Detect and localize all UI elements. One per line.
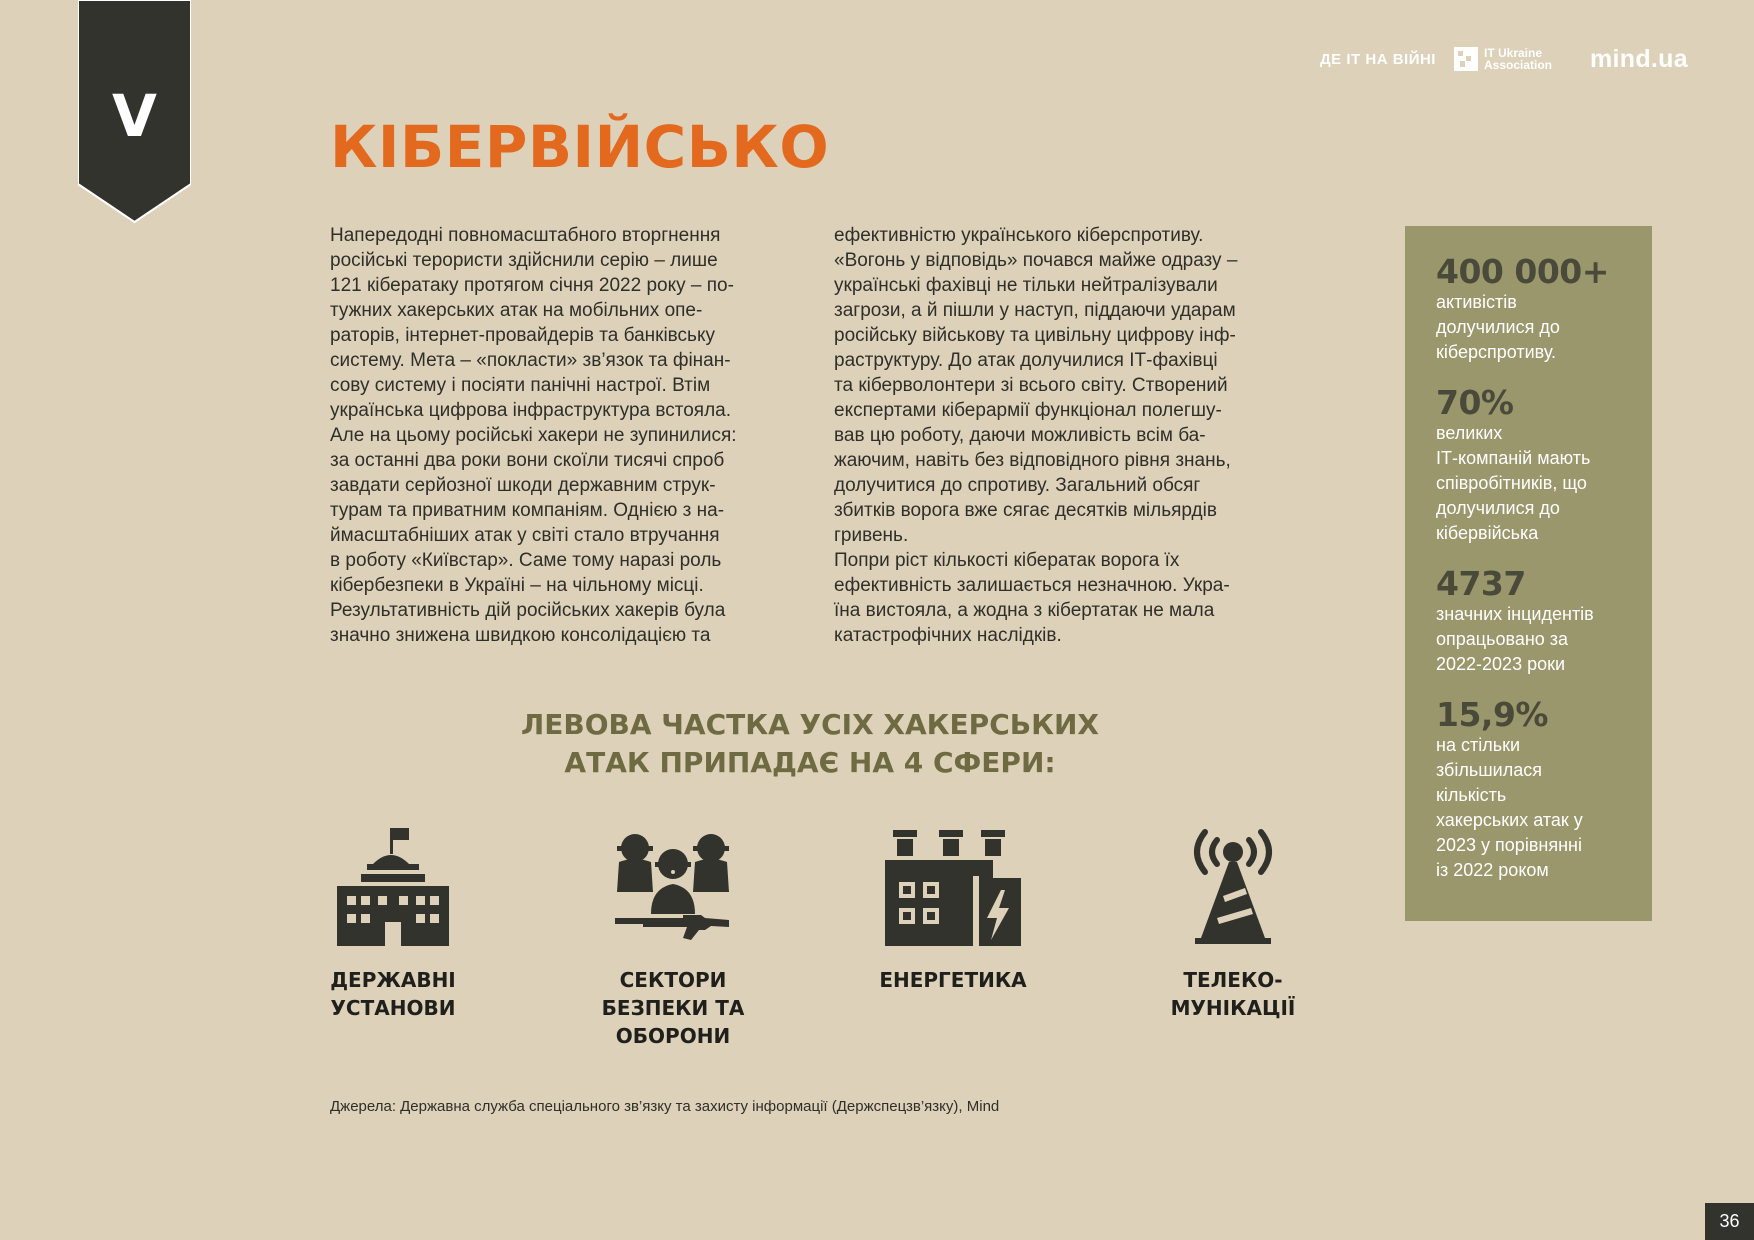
stats-panel: [1405, 226, 1652, 921]
stat-activists: [1436, 254, 1632, 365]
stat-value: 70%: [1436, 383, 1514, 422]
section-link[interactable]: ДЕ ІТ НА ВІЙНІ: [1320, 50, 1436, 68]
sphere-government: [278, 826, 508, 1022]
chapter-letter: V: [112, 82, 157, 150]
stat-description: активістів долучилися до кіберспротиву.: [1436, 292, 1560, 362]
it-ukraine-association-logo[interactable]: [1454, 47, 1572, 71]
association-mark-icon: [1454, 47, 1478, 71]
association-name: IT Ukraine Association: [1483, 46, 1552, 72]
radio-tower-icon: [1173, 826, 1293, 946]
stat-it-companies: [1436, 385, 1632, 546]
sphere-label: СЕКТОРИ БЕЗПЕКИ ТА ОБОРОНИ: [601, 968, 745, 1048]
sphere-defence: [558, 826, 788, 1050]
soldiers-icon: [613, 826, 733, 946]
sphere-label: ТЕЛЕКО- МУНІКАЦІЇ: [1170, 968, 1296, 1020]
stat-value: 400 000+: [1436, 252, 1609, 291]
sphere-label: ДЕРЖАВНІ УСТАНОВИ: [330, 968, 456, 1020]
stat-value: 15,9%: [1436, 695, 1548, 734]
mind-logo[interactable]: mind.ua: [1589, 44, 1688, 73]
stat-value: 4737: [1436, 564, 1526, 603]
sphere-energy: [838, 826, 1068, 994]
power-plant-icon: [883, 826, 1023, 946]
stat-attack-growth: [1436, 697, 1632, 883]
spheres-heading: ЛЕВОВА ЧАСТКА УСІХ ХАКЕРСЬКИХ АТАК ПРИПАДАЄ НА 4 СФЕРИ:: [520, 708, 1100, 779]
sphere-label: ЕНЕРГЕТИКА: [879, 968, 1027, 992]
page-title: КІБЕРВІЙСЬКО: [330, 113, 830, 181]
sphere-telecom: [1118, 826, 1348, 1022]
stat-description: значних інцидентів опрацьовано за 2022-2023 роки: [1436, 604, 1594, 674]
sources-note: Джерела: Державна служба спеціального зв’язку та захисту інформації (Держспецзв’язку), Mind: [330, 1098, 1000, 1115]
stat-incidents: [1436, 566, 1632, 677]
body-column-right: ефективністю українського кіберспротиву. «Вогонь у відповідь» почався майже одразу – українські фахівці не тільки нейтралізували загрози, а й пішли у наступ, піддаючи ударам російську військову та цивільну цифрову інф- раструктуру. До атак долучилися ІТ-фахівці та кіберволонтери зі всього світу. Створений експертами кіберармії функціонал полегшу- вав цю роботу, даючи можливість всім ба- жаючим, навіть без відповідного рівня знань, долучитися до спротиву. Загальний обсяг збитків ворога вже сягає десятків мільярдів гривень. Попри ріст кількості кібератак ворога їх ефективність залишається незначною. Укра- їна вистояла, а жодна з кібертатак не мала катастрофічних наслідків.: [834, 225, 1238, 646]
government-building-icon: [333, 826, 453, 946]
body-column-left: Напередодні повномасштабного вторгнення російські терористи здійснили серію – лише 121 кібератаку протягом січня 2022 року – по- тужних хакерських атак на мобільних опе- раторів, інтернет-провайдерів та банківську систему. Мета – «покласти» зв’язок та фінан- сову систему і посіяти панічні настрої. Втім українська цифрова інфраструктура встояла. Але на цьому російські хакери не зупинилися: за останні два роки вони скоїли тисячі спроб завдати серйозної шкоди державним струк- турам та приватним компаніям. Однією з на- ймасштабніших атак у світі стало втручання в роботу «Київстар». Саме тому наразі роль кібербезпеки в Україні – на чільному місці. Результативність дій російських хакерів була значно знижена швидкою консолідацією та: [330, 225, 737, 646]
header-nav: [1320, 44, 1688, 74]
stat-description: великих ІТ-компаній мають співробітників, що долучилися до кібервійська: [1436, 423, 1591, 543]
page-number: 36: [1705, 1203, 1754, 1240]
stat-description: на стільки збільшилася кількість хакерських атак у 2023 у порівнянні із 2022 роком: [1436, 735, 1583, 880]
